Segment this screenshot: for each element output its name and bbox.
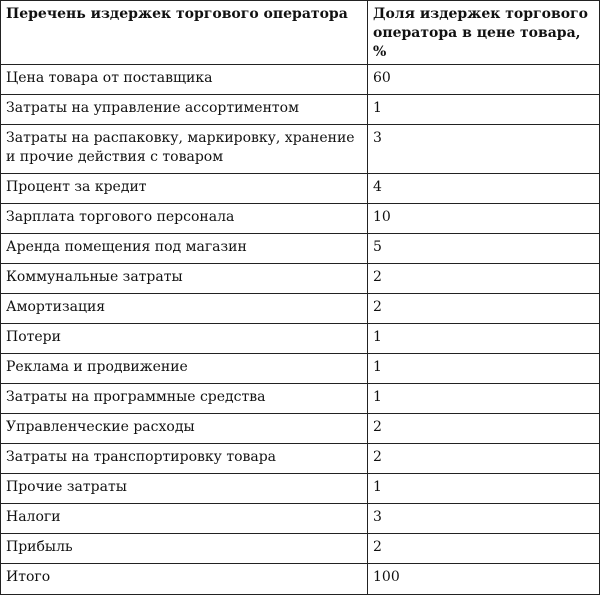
cost-item: Цена товара от поставщика (1, 65, 368, 95)
cost-item: Управленческие расходы (1, 414, 368, 444)
table-row (1, 444, 600, 474)
cost-item: Процент за кредит (1, 174, 368, 204)
table-row (1, 95, 600, 125)
table-row (1, 354, 600, 384)
table-row (1, 234, 600, 264)
table-row (1, 534, 600, 564)
cost-share: 60 (368, 65, 600, 95)
table-row (1, 384, 600, 414)
total-label: Итого (1, 564, 368, 595)
cost-item: Прибыль (1, 534, 368, 564)
cost-item: Зарплата торгового персонала (1, 204, 368, 234)
table-row (1, 174, 600, 204)
cost-item: Затраты на программные средства (1, 384, 368, 414)
table-row (1, 204, 600, 234)
cost-share: 3 (368, 125, 600, 174)
table-row (1, 125, 600, 174)
cost-item: Потери (1, 324, 368, 354)
table-row (1, 65, 600, 95)
cost-item: Прочие затраты (1, 474, 368, 504)
table-row (1, 324, 600, 354)
cost-share: 2 (368, 414, 600, 444)
header-cost-share: Доля издержек торгового оператора в цене товара, % (368, 1, 600, 65)
table-row (1, 294, 600, 324)
table-row (1, 264, 600, 294)
cost-item: Реклама и продвижение (1, 354, 368, 384)
cost-share: 2 (368, 534, 600, 564)
cost-share: 10 (368, 204, 600, 234)
table-row (1, 474, 600, 504)
cost-share: 4 (368, 174, 600, 204)
cost-share: 1 (368, 95, 600, 125)
cost-item: Аренда помещения под магазин (1, 234, 368, 264)
cost-item: Затраты на распаковку, маркировку, хранение и прочие действия с товаром (1, 125, 368, 174)
cost-item: Амортизация (1, 294, 368, 324)
cost-share: 1 (368, 324, 600, 354)
cost-share: 5 (368, 234, 600, 264)
cost-item: Коммунальные затраты (1, 264, 368, 294)
cost-share: 2 (368, 294, 600, 324)
table-row-total (1, 564, 600, 595)
total-value: 100 (368, 564, 600, 595)
table-header-row (1, 1, 600, 65)
header-cost-item: Перечень издержек торгового оператора (1, 1, 368, 65)
cost-share: 3 (368, 504, 600, 534)
table-row (1, 504, 600, 534)
cost-share: 2 (368, 444, 600, 474)
table-row (1, 414, 600, 444)
cost-share: 1 (368, 354, 600, 384)
cost-share: 1 (368, 474, 600, 504)
cost-share: 2 (368, 264, 600, 294)
cost-share: 1 (368, 384, 600, 414)
cost-item: Затраты на управление ассортиментом (1, 95, 368, 125)
cost-item: Налоги (1, 504, 368, 534)
cost-item: Затраты на транспортировку товара (1, 444, 368, 474)
